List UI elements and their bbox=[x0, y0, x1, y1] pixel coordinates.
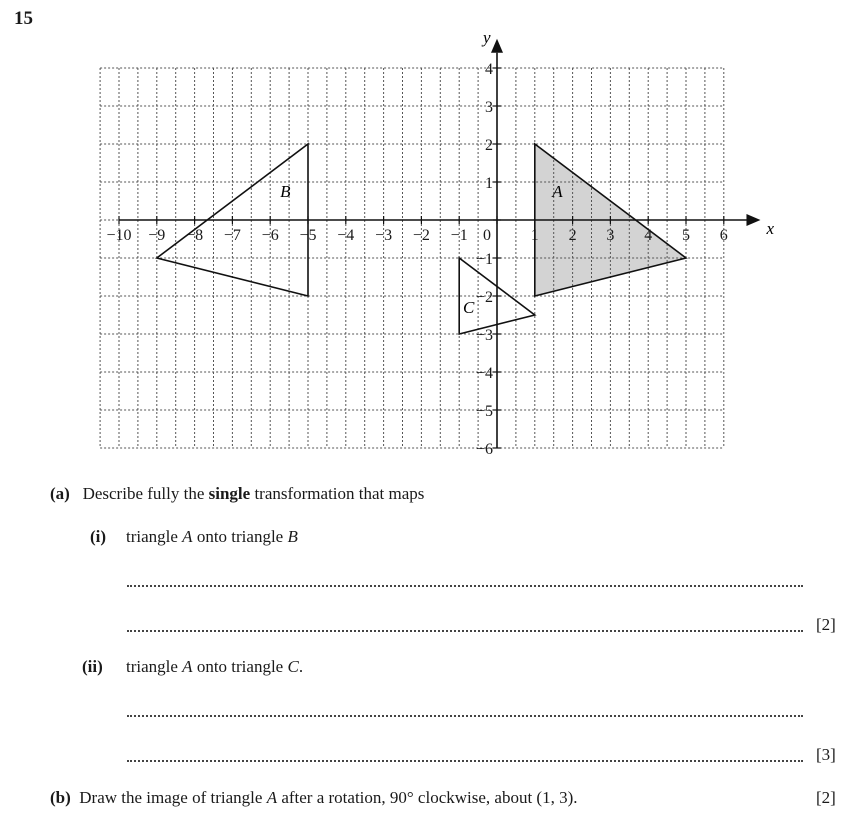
x-tick-label: −6 bbox=[261, 227, 279, 244]
part-a-ii-var2: C bbox=[287, 657, 299, 676]
x-tick-label: −3 bbox=[375, 227, 393, 244]
answer-line-a-i-2[interactable] bbox=[127, 630, 803, 632]
x-axis-label: x bbox=[766, 219, 775, 238]
part-a-ii-text-before: triangle bbox=[126, 657, 183, 676]
y-tick-label: −3 bbox=[475, 327, 493, 344]
y-tick-label: 3 bbox=[485, 99, 493, 116]
x-tick-label: −7 bbox=[223, 227, 241, 244]
part-a-text-after: transformation that maps bbox=[250, 484, 425, 503]
y-tick-label: −1 bbox=[475, 251, 493, 268]
y-tick-label: 1 bbox=[485, 175, 493, 192]
part-a-text-bold: single bbox=[208, 484, 251, 503]
part-a-i-label: (i) bbox=[90, 527, 107, 546]
y-tick-label: 2 bbox=[485, 137, 493, 154]
y-axis-arrow-icon bbox=[491, 39, 503, 53]
part-a-i-var2: B bbox=[287, 527, 298, 546]
triangle-A-label: A bbox=[552, 182, 563, 202]
part-a-ii-var1: A bbox=[182, 657, 193, 676]
x-tick-label: −1 bbox=[450, 227, 468, 244]
question-number: 15 bbox=[14, 8, 33, 29]
part-b-prompt bbox=[50, 788, 578, 808]
x-tick-label: 5 bbox=[682, 227, 690, 244]
part-b-marks: [2] bbox=[816, 788, 836, 807]
part-a-i-prompt bbox=[90, 527, 298, 547]
x-tick-label: 3 bbox=[606, 227, 615, 244]
x-axis-arrow-icon bbox=[746, 214, 760, 226]
x-tick-label: 1 bbox=[530, 227, 539, 244]
y-tick-label: −5 bbox=[475, 403, 493, 420]
part-a-prompt bbox=[50, 484, 424, 504]
answer-line-a-ii-2[interactable] bbox=[127, 760, 803, 762]
x-tick-label: −9 bbox=[148, 227, 166, 244]
part-b-text-before: Draw the image of triangle bbox=[79, 788, 267, 807]
y-tick-label: −2 bbox=[475, 289, 493, 306]
part-a-text-before: Describe fully the bbox=[82, 484, 209, 503]
y-axis-label: y bbox=[483, 27, 491, 47]
part-a-ii-text-mid: onto triangle bbox=[192, 657, 288, 676]
part-a-ii-label: (ii) bbox=[82, 657, 103, 676]
answer-line-a-ii-1[interactable] bbox=[127, 715, 803, 717]
y-tick-label: −4 bbox=[475, 365, 493, 382]
part-a-i-var1: A bbox=[182, 527, 193, 546]
x-tick-label: 6 bbox=[719, 227, 728, 244]
part-b-var1: A bbox=[266, 788, 278, 807]
y-tick-label: 4 bbox=[485, 61, 493, 78]
part-a-ii-text-after: . bbox=[298, 657, 304, 676]
part-a-label: (a) bbox=[50, 484, 70, 503]
x-tick-label: −10 bbox=[106, 227, 132, 244]
answer-line-a-i-1[interactable] bbox=[127, 585, 803, 587]
x-tick-label: −2 bbox=[412, 227, 430, 244]
part-a-i-text-before: triangle bbox=[126, 527, 183, 546]
x-tick-label: 0 bbox=[483, 227, 491, 244]
triangle-B-label: B bbox=[280, 182, 291, 202]
part-a-i-text-mid: onto triangle bbox=[192, 527, 288, 546]
x-tick-label: −8 bbox=[186, 227, 204, 244]
x-tick-label: −5 bbox=[299, 227, 317, 244]
x-tick-label: 2 bbox=[568, 227, 577, 244]
part-a-ii-prompt bbox=[82, 657, 303, 677]
part-b-label: (b) bbox=[50, 788, 71, 807]
part-a-ii-marks: [3] bbox=[816, 745, 836, 764]
part-a-i-marks: [2] bbox=[816, 615, 836, 634]
part-b-text-after: after a rotation, 90° clockwise, about (1, 3). bbox=[277, 788, 578, 807]
x-tick-label: −4 bbox=[337, 227, 355, 244]
x-tick-label: 4 bbox=[644, 227, 653, 244]
triangle-C-label: C bbox=[462, 298, 475, 318]
y-tick-label: −6 bbox=[475, 441, 493, 458]
